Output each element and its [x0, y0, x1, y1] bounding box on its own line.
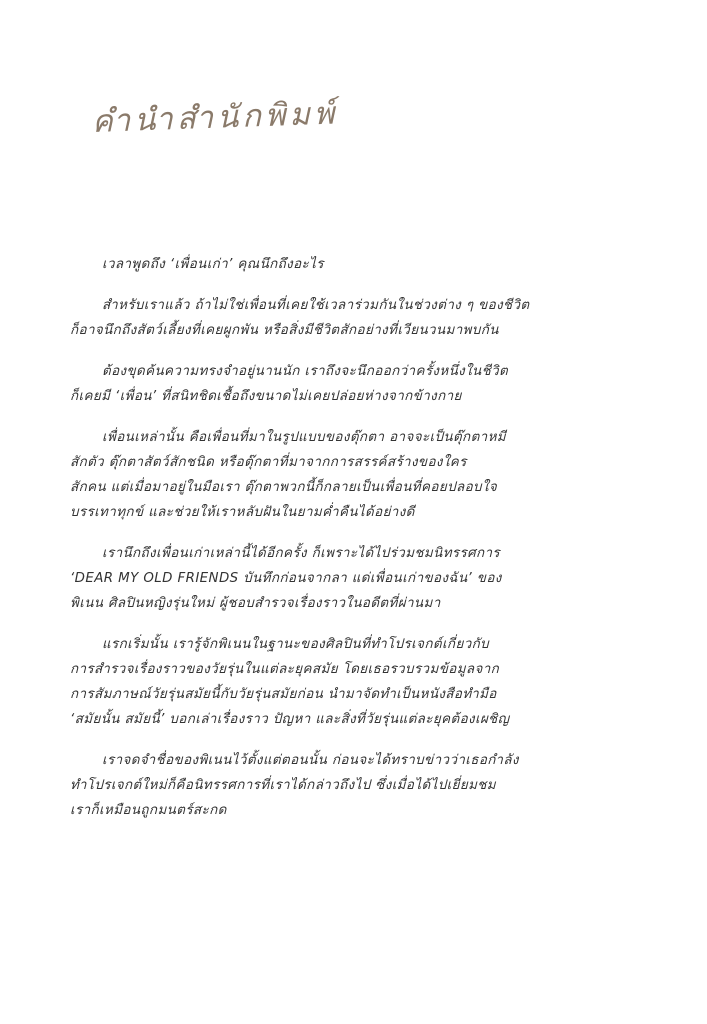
paragraph-2	[70, 293, 650, 343]
text-line: เราก็เหมือนถูกมนตร์สะกด	[70, 803, 227, 818]
text-line: ‘สมัยนั้น สมัยนี้’ บอกเล่าเรื่องราว ปัญหา และสิ่งที่วัยรุ่นแต่ละยุคต้องเผชิญ	[70, 712, 510, 727]
paragraph-3	[70, 359, 650, 409]
text-line: ก็เคยมี ‘เพื่อน’ ที่สนิทชิดเชื้อถึงขนาดไม่เคยปล่อยห่างจากข้างกาย	[70, 389, 462, 404]
text-line: การสัมภาษณ์วัยรุ่นสมัยนี้กับวัยรุ่นสมัยก่อน นำมาจัดทำเป็นหนังสือทำมือ	[70, 687, 497, 702]
text-line: บรรเทาทุกข์ และช่วยให้เราหลับฝันในยามค่ำคืนได้อย่างดี	[70, 505, 415, 520]
paragraph-4	[70, 425, 650, 525]
text-line: เวลาพูดถึง ‘เพื่อนเก่า’ คุณนึกถึงอะไร	[102, 257, 324, 272]
text-line: ทำโปรเจกต์ใหม่ก็คือนิทรรศการที่เราได้กล่าวถึงไป ซึ่งเมื่อได้ไปเยี่ยมชม	[70, 778, 497, 793]
text-line: สักตัว ตุ๊กตาสัตว์สักชนิด หรือตุ๊กตาที่มาจากการสรรค์สร้างของใคร	[70, 455, 467, 470]
text-line: ‘DEAR MY OLD FRIENDS บันทึกก่อนจากลา แด่เพื่อนเก่าของฉัน’ ของ	[70, 571, 502, 586]
text-line: เพื่อนเหล่านั้น คือเพื่อนที่มาในรูปแบบของตุ๊กตา อาจจะเป็นตุ๊กตาหมี	[102, 430, 507, 445]
paragraph-6	[70, 632, 650, 732]
page-title: คำนำสำนักพิมพ์	[91, 95, 339, 140]
text-line: สักคน แต่เมื่อมาอยู่ในมือเรา ตุ๊กตาพวกนี้ก็กลายเป็นเพื่อนที่คอยปลอบใจ	[70, 480, 498, 495]
text-line: สำหรับเราแล้ว ถ้าไม่ใช่เพื่อนที่เคยใช้เวลาร่วมกันในช่วงต่าง ๆ ของชีวิต	[102, 298, 530, 313]
paragraph-1	[70, 252, 650, 277]
preface-body	[70, 252, 650, 839]
paragraph-7	[70, 748, 650, 823]
text-line: การสำรวจเรื่องราวของวัยรุ่นในแต่ละยุคสมัย โดยเธอรวบรวมข้อมูลจาก	[70, 662, 500, 677]
text-line: ก็อาจนึกถึงสัตว์เลี้ยงที่เคยผูกพัน หรือสิ่งมีชีวิตสักอย่างที่เวียนวนมาพบกัน	[70, 323, 499, 338]
text-line: เราจดจำชื่อของพิเนนไว้ตั้งแต่ตอนนั้น ก่อนจะได้ทราบข่าวว่าเธอกำลัง	[102, 753, 519, 768]
text-line: แรกเริ่มนั้น เรารู้จักพิเนนในฐานะของศิลปินที่ทำโปรเจกต์เกี่ยวกับ	[102, 637, 490, 652]
text-line: ต้องขุดค้นความทรงจำอยู่นานนัก เราถึงจะนึกออกว่าครั้งหนึ่งในชีวิต	[102, 364, 509, 379]
paragraph-5	[70, 541, 650, 616]
text-line: เรานึกถึงเพื่อนเก่าเหล่านี้ได้อีกครั้ง ก็เพราะได้ไปร่วมชมนิทรรศการ	[102, 546, 501, 561]
text-line: พิเนน ศิลปินหญิงรุ่นใหม่ ผู้ชอบสำรวจเรื่องราวในอดีตที่ผ่านมา	[70, 596, 441, 611]
